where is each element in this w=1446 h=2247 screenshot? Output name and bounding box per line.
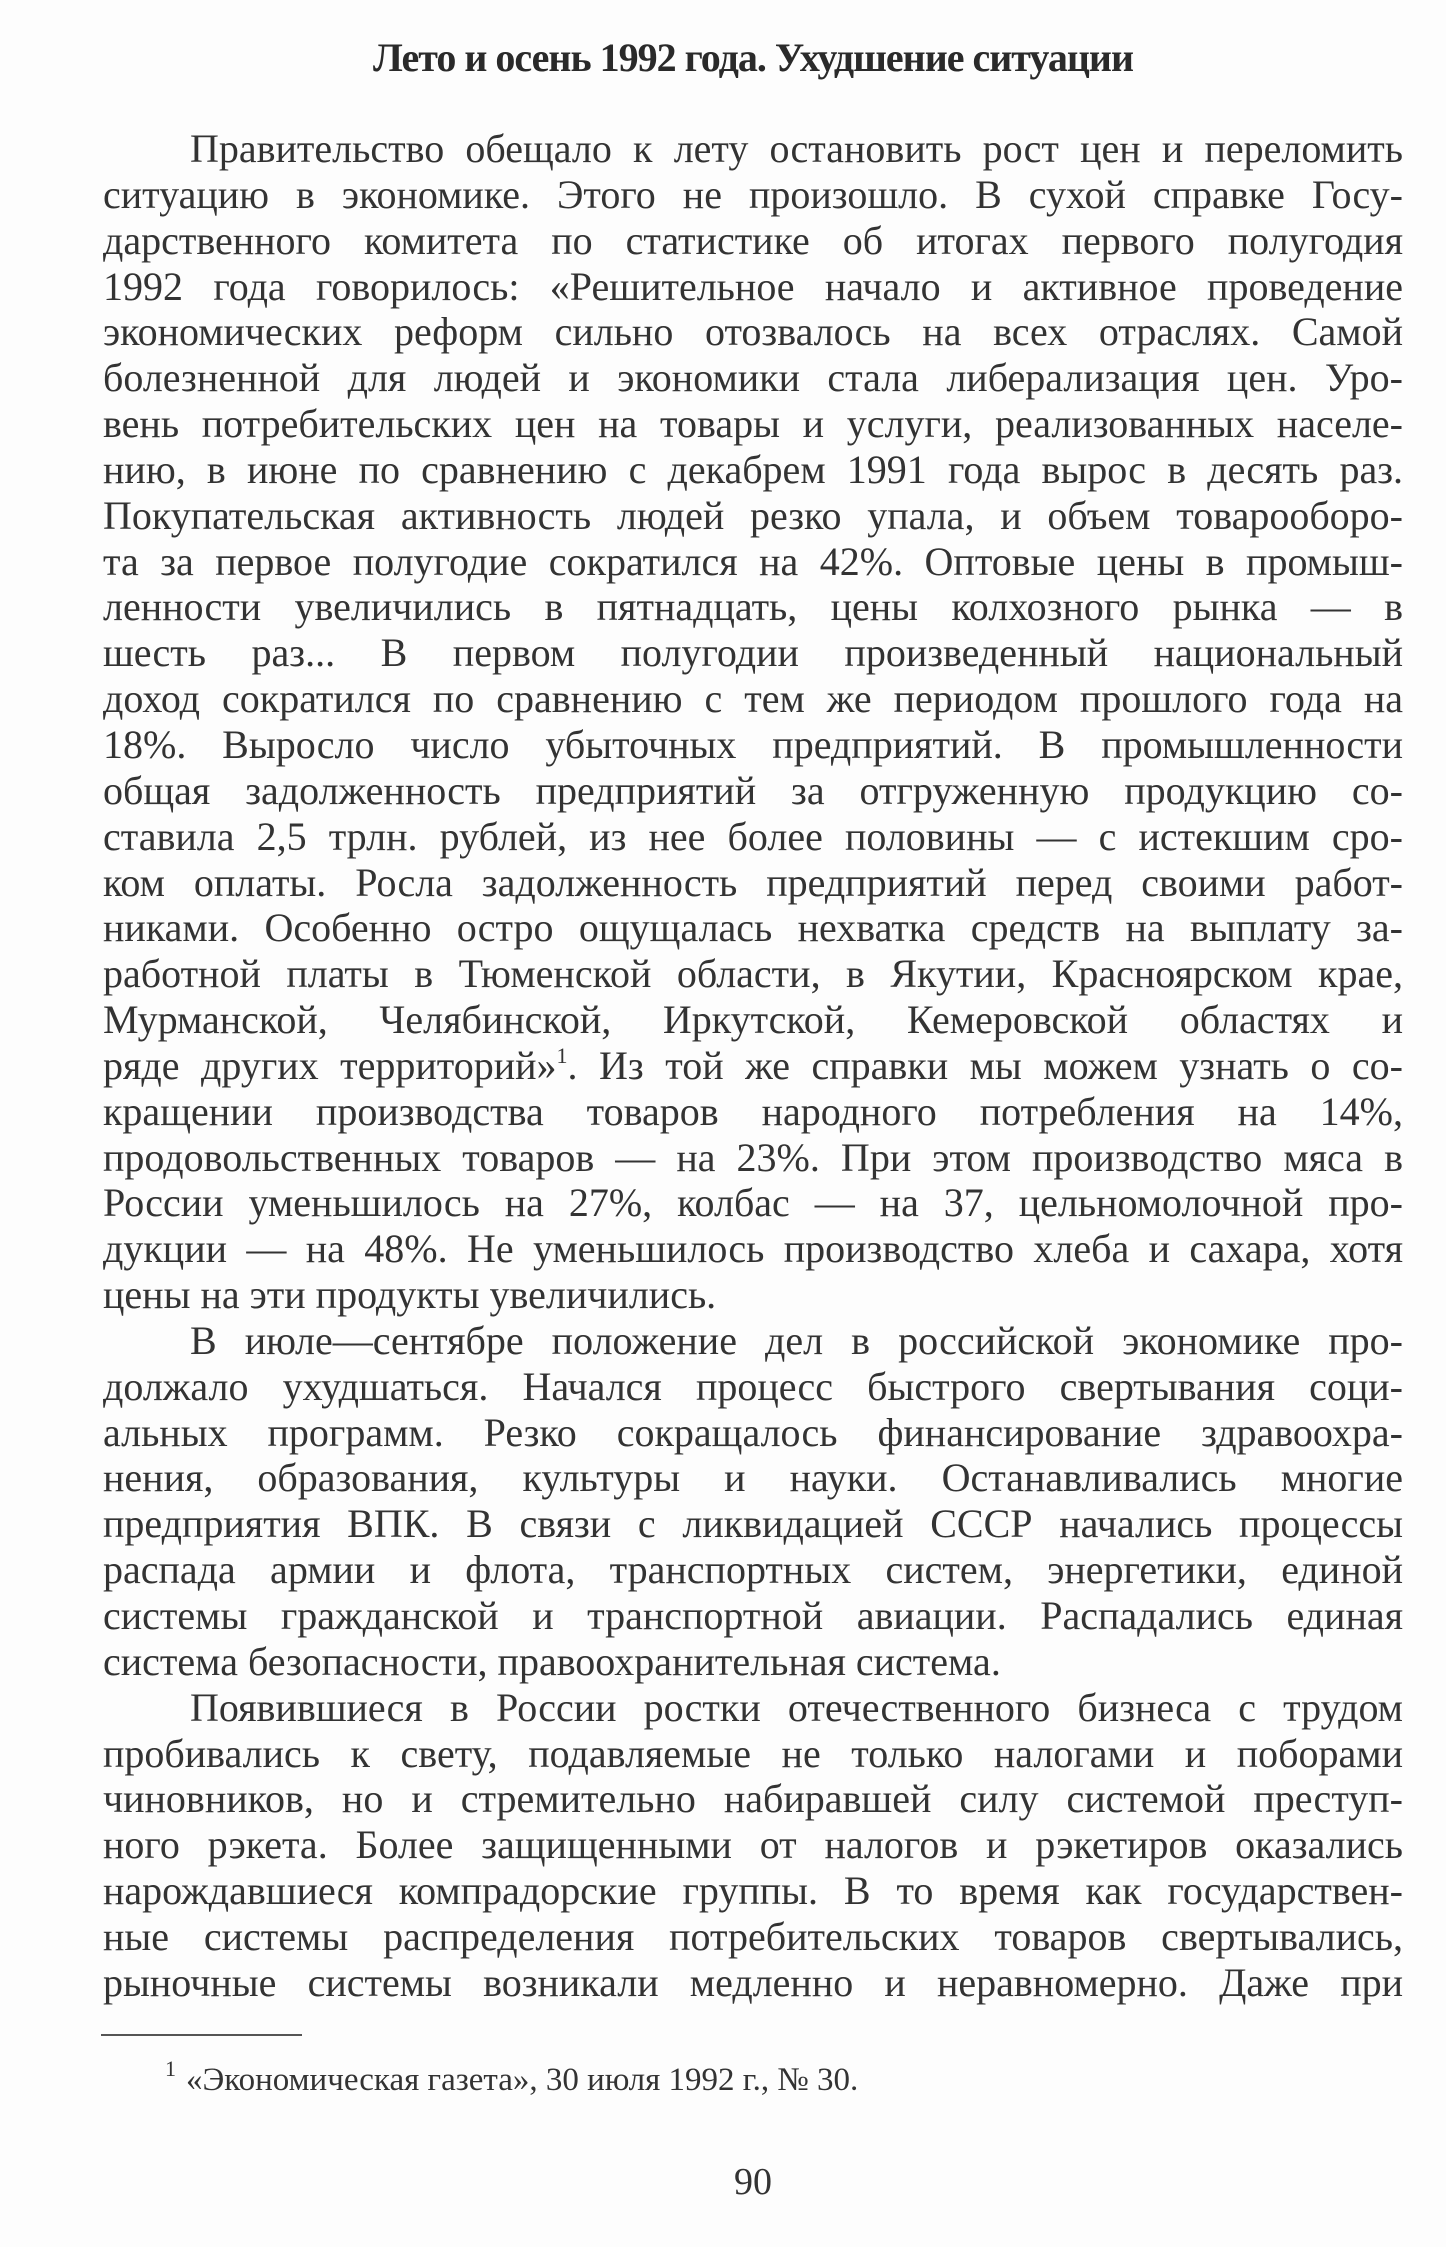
text-line: ные системы распределения потребительских товаров свертывались, <box>103 1913 1403 1959</box>
text-line: дарственного комитета по статистике об итогах первого полугодия <box>103 217 1403 263</box>
text-line: цены на эти продукты увеличились. <box>103 1272 717 1318</box>
paragraph-1 <box>103 126 1403 1318</box>
footnote <box>165 2058 858 2102</box>
text-line: болезненной для людей и экономики стала либерализация цен. Уро- <box>103 355 1403 401</box>
section-title: Лето и осень 1992 года. Ухудшение ситуации <box>372 35 1134 80</box>
text-line: Покупательская активность людей резко упала, и объем товарооборо- <box>103 492 1403 538</box>
text-line: В июле—сентябре положение дел в российской экономике про- <box>190 1317 1403 1363</box>
text-line: система безопасности, правоохранительная система. <box>103 1638 1001 1684</box>
text-line: шесть раз... В первом полугодии произведенный национальный <box>103 630 1403 676</box>
text-line: ситуацию в экономике. Этого не произошло. В сухой справке Госу- <box>103 171 1403 217</box>
text-line-with-footnote-ref <box>103 1043 1403 1089</box>
text-line: Правительство обещало к лету остановить рост цен и переломить <box>190 126 1403 171</box>
text-line: России уменьшилось на 27%, колбас — на 37, цельномолочной про- <box>103 1180 1403 1226</box>
text-line: Появившиеся в России ростки отечественного бизнеса с трудом <box>190 1684 1403 1730</box>
text-line: пробивались к свету, подавляемые не только налогами и поборами <box>103 1730 1403 1776</box>
footnote-text: «Экономическая газета», 30 июля 1992 г., № 30. <box>186 2062 859 2098</box>
text-line: доход сократился по сравнению с тем же периодом прошлого года на <box>103 676 1403 722</box>
text-line: Мурманской, Челябинской, Иркутской, Кемеровской областях и <box>103 997 1403 1043</box>
text-line: ставила 2,5 трлн. рублей, из нее более половины — с истекшим сро- <box>103 813 1403 859</box>
text-line: ного рэкета. Более защищенными от налогов и рэкетиров оказались <box>103 1822 1403 1868</box>
footnote-reference[interactable]: 1 <box>556 1042 568 1068</box>
footnote-separator <box>101 2034 302 2036</box>
text-line: 1992 года говорилось: «Решительное начало и активное проведение <box>103 263 1403 309</box>
text-line: экономических реформ сильно отозвалось на всех отраслях. Самой <box>103 309 1403 355</box>
text-line: системы гражданской и транспортной авиации. Распадались единая <box>103 1593 1403 1638</box>
text-line: кращении производства товаров народного потребления на 14%, <box>103 1088 1403 1134</box>
text-line: нения, образования, культуры и науки. Останавливались многие <box>103 1455 1403 1501</box>
text-line: предприятия ВПК. В связи с ликвидацией СССР начались процессы <box>103 1501 1403 1547</box>
text-line: 18%. Выросло число убыточных предприятий. В промышленности <box>103 721 1403 767</box>
text-line: та за первое полугодие сократился на 42%. Оптовые цены в промыш- <box>103 538 1403 584</box>
text-segment: ряде других территорий» <box>103 1042 557 1088</box>
text-segment: . Из той же справки мы можем узнать о со- <box>567 1042 1403 1088</box>
page-number: 90 <box>734 2161 772 2203</box>
text-line: ленности увеличились в пятнадцать, цены колхозного рынка — в <box>103 584 1403 630</box>
text-line: продовольственных товаров — на 23%. При этом производство мяса в <box>103 1134 1403 1180</box>
paragraph-2 <box>103 1318 1403 1685</box>
text-line: альных программ. Резко сокращалось финансирование здравоохра- <box>103 1409 1403 1455</box>
text-line: никами. Особенно остро ощущалась нехватка средств на выплату за- <box>103 905 1403 951</box>
paragraph-3 <box>103 1685 1403 2006</box>
text-line: чиновников, но и стремительно набиравшей силу системой преступ- <box>103 1776 1403 1822</box>
text-line: нию, в июне по сравнению с декабрем 1991 года вырос в десять раз. <box>103 446 1403 492</box>
text-line: должало ухудшаться. Начался процесс быстрого свертывания соци- <box>103 1363 1403 1409</box>
text-line: рыночные системы возникали медленно и неравномерно. Даже при <box>103 1959 1403 2005</box>
body-text <box>103 126 1403 2006</box>
text-line: ком оплаты. Росла задолженность предприятий перед своими работ- <box>103 859 1403 905</box>
footnote-mark: 1 <box>165 2056 176 2081</box>
text-line: нарождавшиеся компрадорские группы. В то время как государствен- <box>103 1868 1403 1914</box>
text-line: вень потребительских цен на товары и услуги, реализованных населе- <box>103 401 1403 447</box>
text-line: общая задолженность предприятий за отгруженную продукцию со- <box>103 767 1403 813</box>
text-line: распада армии и флота, транспортных систем, энергетики, единой <box>103 1547 1403 1593</box>
text-line: работной платы в Тюменской области, в Якутии, Красноярском крае, <box>103 951 1403 997</box>
text-line: дукции — на 48%. Не уменьшилось производство хлеба и сахара, хотя <box>103 1226 1403 1272</box>
